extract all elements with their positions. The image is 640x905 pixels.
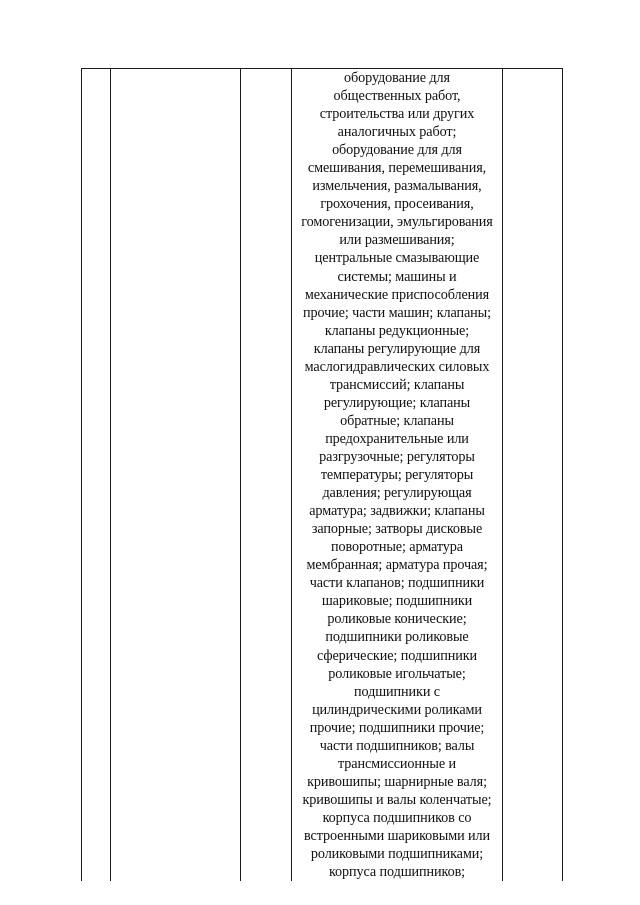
description-line: разгрузочные; регуляторы — [319, 448, 475, 465]
description-line: предохранительные или — [325, 430, 469, 447]
description-line: корпуса подшипников; — [328, 864, 466, 881]
description-line: подшипники роликовые — [325, 629, 469, 646]
description-line: грохочения, просеивания, — [320, 196, 474, 213]
description-line: подшипники с — [354, 683, 440, 700]
description-line: общественных работ, — [333, 88, 461, 105]
table-cell-number — [82, 69, 111, 882]
description-line: цилиндрическими роликами — [312, 701, 482, 718]
description-line: роликовые конические; — [327, 611, 467, 628]
description-line: кривошипы и валы коленчатые; — [302, 791, 492, 808]
description-line: мембранная; арматура прочая; — [306, 557, 488, 574]
description-line: сферические; подшипники — [317, 647, 477, 664]
description-line: гомогенизации, эмульгирования — [301, 214, 493, 231]
description-line: измельчения, размалывания, — [312, 178, 482, 195]
description-line: поворотные; арматура — [331, 539, 463, 556]
description-line: кривошипы; шарнирные валя; — [307, 773, 487, 790]
table-cell-name — [111, 69, 241, 882]
description-line: клапаны редукционные; — [324, 322, 470, 339]
description-line: аналогичных работ; — [337, 124, 457, 141]
description-line: прочие; части машин; клапаны; — [303, 304, 491, 321]
description-line: прочие; подшипники прочие; — [309, 719, 485, 736]
description-line: шариковые; подшипники — [321, 593, 473, 610]
description-line: или размешивания; — [339, 232, 455, 249]
description-line: маслогидравлических силовых — [304, 358, 490, 375]
description-line: части клапанов; подшипники — [309, 575, 485, 592]
description-line: клапаны регулирующие для — [313, 340, 481, 357]
description-line: системы; машины и — [337, 268, 457, 285]
table-cell-code — [241, 69, 292, 882]
description-line: обратные; клапаны — [340, 412, 454, 429]
classification-table — [81, 68, 563, 881]
description-line: механические приспособления — [304, 286, 490, 303]
description-line: оборудование для — [344, 70, 450, 86]
description-line: встроенными шариковыми или — [304, 827, 490, 844]
description-line: трансмиссионные и — [338, 755, 456, 772]
description-line: роликовыми подшипниками; — [310, 846, 484, 863]
description-line: температуры; регуляторы — [320, 467, 474, 484]
table-row — [82, 69, 563, 882]
description-line: давления; регулирующая — [322, 485, 472, 502]
description-line: оборудование для для — [332, 142, 462, 159]
description-line: арматура; задвижки; клапаны — [309, 503, 485, 520]
description-line: центральные смазывающие — [314, 250, 480, 267]
description-line: регулирующие; клапаны — [323, 394, 471, 411]
description-line: смешивания, перемешивания, — [307, 160, 487, 177]
description-line: запорные; затворы дисковые — [311, 521, 483, 538]
description-line: части подшипников; валы — [319, 737, 475, 754]
description-line: корпуса подшипников со — [322, 809, 472, 826]
table-cell-description — [292, 69, 503, 882]
description-line: роликовые игольчатые; — [328, 665, 466, 682]
description-line: строительства или других — [319, 106, 475, 123]
description-line: трансмиссий; клапаны — [329, 376, 465, 393]
table-cell-notes — [503, 69, 563, 882]
